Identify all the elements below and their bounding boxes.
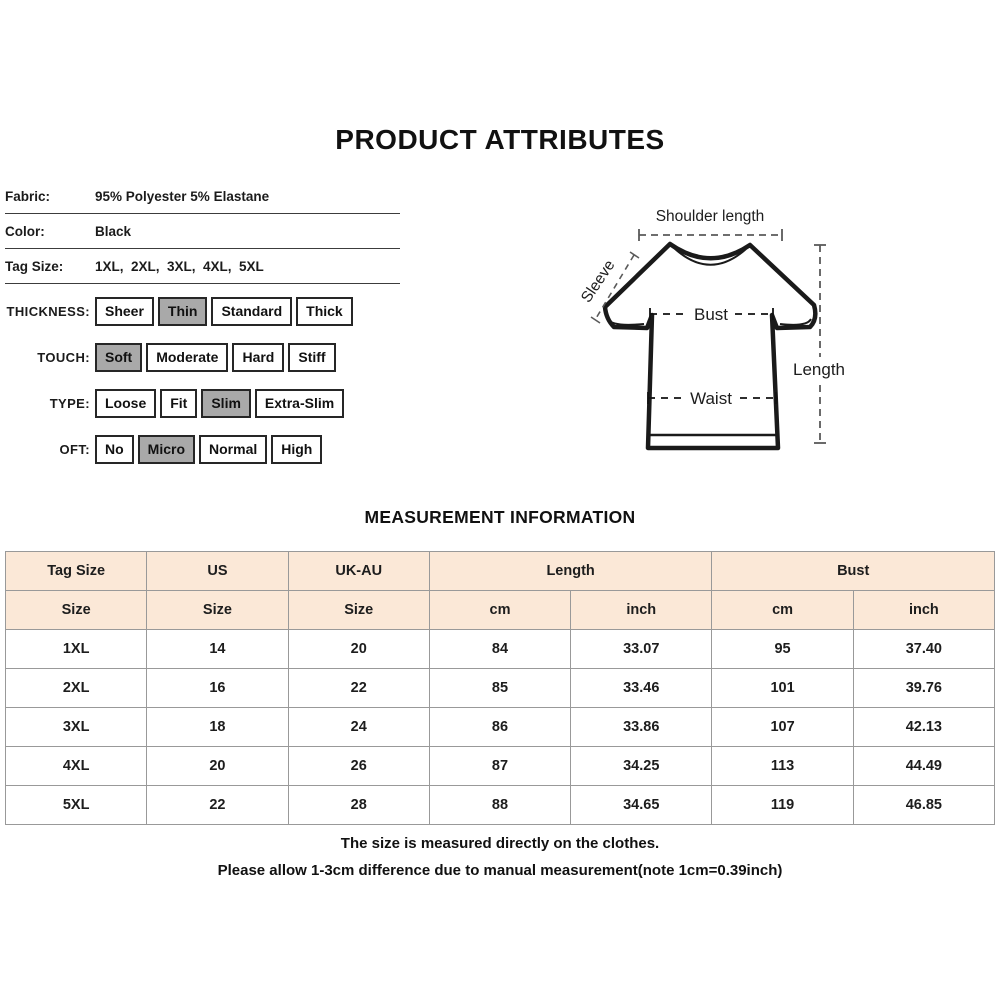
note-line: The size is measured directly on the clothes. [340,835,660,852]
table-cell: 87 [429,747,570,786]
table-header-cell: Bust [712,552,995,591]
table-cell: 1XL [6,630,147,669]
table-cell: 34.25 [571,747,712,786]
note-line: Please allow 1-3cm difference due to manual measurement(note 1cm=0.39inch) [217,861,783,879]
table-header-cell: UK-AU [288,552,429,591]
shoulder-length-label: Shoulder length [655,208,765,225]
size-table [5,551,995,825]
table-cell: 84 [429,630,570,669]
tshirt-right-cuff-line [780,319,811,325]
tshirt-measurement-diagram [560,195,860,475]
attribute-list [5,179,400,284]
chip-row-oft [0,426,470,472]
chip-option: Slim [201,389,251,418]
attribute-selector-rows [0,288,470,472]
shoulder-dimension-line [639,229,782,241]
table-row [6,708,995,747]
table-cell: 33.07 [571,630,712,669]
waist-label: Waist [690,389,732,408]
length-label: Length [793,360,845,379]
measurement-section-title: MEASUREMENT INFORMATION [364,507,636,527]
tshirt-left-cuff-line [608,319,644,325]
chip-option: Standard [211,297,292,326]
chip-option: Soft [95,343,142,372]
attribute-row-fabric [5,179,400,214]
table-cell: 34.65 [571,786,712,825]
chip-option: Fit [160,389,197,418]
table-cell: 119 [712,786,853,825]
chip-option: Sheer [95,297,154,326]
chip-row-label: TYPE: [49,395,90,411]
table-cell: 24 [288,708,429,747]
table-row [6,630,995,669]
table-header-row-1 [6,552,995,591]
table-cell: 3XL [6,708,147,747]
chip-option: Thick [296,297,353,326]
table-cell: 2XL [6,669,147,708]
table-cell: 20 [288,630,429,669]
attribute-value: 1XL, 2XL, 3XL, 4XL, 5XL [95,258,264,274]
table-cell: 33.46 [571,669,712,708]
table-cell: 22 [288,669,429,708]
chip-option: Micro [138,435,195,464]
table-cell: 4XL [6,747,147,786]
chip-option: Loose [95,389,156,418]
chip-row-label: TOUCH: [37,349,90,365]
table-header-cell: Size [288,591,429,630]
table-header-cell: inch [571,591,712,630]
table-cell: 20 [147,747,288,786]
table-header-cell: cm [429,591,570,630]
table-cell: 85 [429,669,570,708]
table-cell: 86 [429,708,570,747]
chip-row-thickness [0,288,470,334]
table-header-row-2 [6,591,995,630]
chip-option: Hard [232,343,284,372]
measurement-notes [0,831,1000,884]
length-dimension-line [814,245,826,443]
chip-row-type [0,380,470,426]
table-row [6,669,995,708]
table-header-cell: Tag Size [6,552,147,591]
table-cell: 22 [147,786,288,825]
chip-row-touch [0,334,470,380]
table-cell: 107 [712,708,853,747]
attribute-row-tag-size [5,249,400,284]
attribute-value: Black [95,223,132,239]
attribute-label: Fabric: [5,188,51,204]
attribute-label: Color: [5,223,45,239]
chip-option: No [95,435,134,464]
attribute-row-color [5,214,400,249]
table-cell: 33.86 [571,708,712,747]
table-cell: 42.13 [853,708,994,747]
chip-row-label: OFT: [59,441,90,457]
table-row [6,786,995,825]
chip-option: High [271,435,322,464]
table-cell: 18 [147,708,288,747]
chip-option: Stiff [288,343,335,372]
table-cell: 46.85 [853,786,994,825]
table-header-cell: Length [429,552,712,591]
table-cell: 26 [288,747,429,786]
bust-label: Bust [693,305,729,324]
table-header-cell: inch [853,591,994,630]
page-title: PRODUCT ATTRIBUTES [335,124,665,155]
table-row [6,747,995,786]
table-cell: 101 [712,669,853,708]
attribute-label: Tag Size: [5,258,64,274]
tshirt-outline [605,244,815,448]
table-cell: 113 [712,747,853,786]
table-cell: 44.49 [853,747,994,786]
table-cell: 28 [288,786,429,825]
chip-option: Moderate [146,343,228,372]
table-cell: 37.40 [853,630,994,669]
chip-option: Thin [158,297,208,326]
table-cell: 16 [147,669,288,708]
table-cell: 39.76 [853,669,994,708]
chip-option: Extra-Slim [255,389,344,418]
table-cell: 95 [712,630,853,669]
chip-option: Normal [199,435,267,464]
sleeve-label: Sleeve [577,257,619,306]
table-header-cell: US [147,552,288,591]
table-cell: 14 [147,630,288,669]
table-header-cell: Size [147,591,288,630]
chip-row-label: THICKNESS: [6,303,90,319]
table-cell: 5XL [6,786,147,825]
table-header-cell: cm [712,591,853,630]
attribute-value: 95% Polyester 5% Elastane [95,188,270,204]
table-cell: 88 [429,786,570,825]
table-header-cell: Size [6,591,147,630]
